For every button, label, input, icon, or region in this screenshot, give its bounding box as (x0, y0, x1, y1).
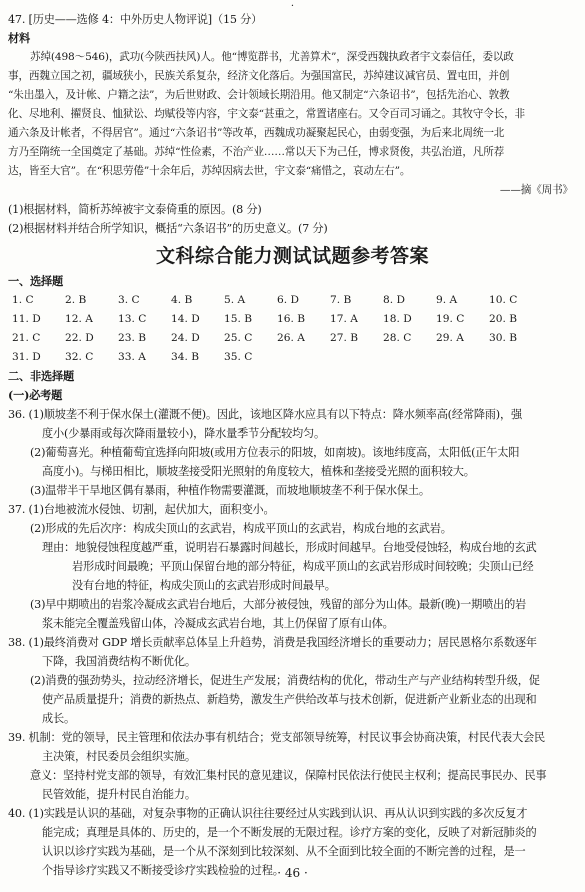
answer-line: 40. (1)实践是认识的基础，对复杂事物的正确认识往往要经过从实践到认识、再从认识到实践的多次反复才 (8, 807, 528, 820)
choice-answer: 4. B (171, 294, 193, 306)
choice-answer: 13. C (118, 313, 147, 325)
material-line: 达，皆至大官”。在“积思劳倦”十余年后，苏绰因病去世，宇文泰“痛惜之，哀动左右”。 (8, 165, 411, 177)
question-47-title: 47. [历史——选修 4：中外历史人物评说]（15 分） (8, 13, 263, 26)
choice-answer: 24. D (171, 332, 200, 344)
answer-line: 能完成；真理是具体的、历史的，是一个不断发展的无限过程。诊疗方案的变化，反映了对新冠肺炎的 (42, 826, 537, 839)
choice-answer: 29. A (436, 332, 464, 344)
choice-answer: 27. B (330, 332, 358, 344)
answer-line: 浆未能完全覆盖残留山体，冷凝成玄武岩台地，其上仍保留了原有山体。 (42, 617, 394, 630)
section-2-subheading: (一)必考题 (8, 388, 63, 402)
choice-answer: 20. B (489, 313, 517, 325)
choice-answer: 15. B (224, 313, 252, 325)
material-line: 通六条及计帐者，不得居官”。通过“六条诏书”等改革，西魏成功凝聚起民心，由弱变强，为后来北周统一北 (8, 127, 505, 139)
answer-line: 38. (1)最终消费对 GDP 增长贡献率总体呈上升趋势，消费是我国经济增长的重要动力；居民恩格尔系数逐年 (8, 636, 537, 649)
choice-answer: 23. B (118, 332, 146, 344)
choice-answer: 18. D (383, 313, 412, 325)
answer-line: 使产品质量提升；消费的新热点、新趋势，激发生产供给改革与技术创新，促进新产业新业态的出现和 (42, 693, 537, 706)
choice-answer: 32. C (65, 351, 94, 363)
choice-answer: 30. B (489, 332, 517, 344)
answer-line: 意义：坚持村党支部的领导，有效汇集村民的意见建议，保障村民依法行使民主权利；提高民事民办、民事 (30, 769, 547, 782)
choice-answer: 21. C (12, 332, 41, 344)
choice-answer: 10. C (489, 294, 518, 306)
section-1-heading: 一、选择题 (8, 274, 63, 288)
choice-answer: 1. C (12, 294, 34, 306)
answer-line: (3)早中期喷出的岩浆冷凝成玄武岩台地后，大部分被侵蚀，残留的部分为山体。最新(晚)一期喷出的岩 (30, 598, 527, 611)
answer-line: (2)形成的先后次序：构成尖顶山的玄武岩，构成平顶山的玄武岩，构成台地的玄武岩。 (30, 522, 452, 535)
choice-answer: 35. C (224, 351, 253, 363)
choice-answer: 33. A (118, 351, 146, 363)
answer-line: 理由：地貌侵蚀程度越严重，说明岩石暴露时间越长，形成时间越早。台地受侵蚀轻，构成台地的玄武 (42, 541, 537, 554)
answer-line: 成长。 (42, 712, 75, 725)
material-line: 化、尽地利、擢贤良、恤狱讼、均赋役等内容，宇文泰“甚重之，常置诸座右。又令百司习诵之。其牧守令长，非 (8, 108, 526, 120)
choice-answer: 3. C (118, 294, 140, 306)
answers-title: 文科综合能力测试试题参考答案 (155, 245, 429, 267)
answer-line: 民管效能，提升村民自治能力。 (42, 788, 196, 801)
answer-line: (3)温带半干旱地区偶有暴雨，种植作物需要灌溉，而坡地顺坡垄不利于保水保土。 (30, 484, 430, 497)
choice-answer: 12. A (65, 313, 93, 325)
answer-line: (2)消费的强劲势头，拉动经济增长，促进生产发展；消费结构的优化，带动生产与产业结构转型升级，促 (30, 674, 540, 687)
answer-line: 39. 机制：党的领导，民主管理和依法办事有机结合；党支部领导统筹，村民议事会协商决策，村民代表大会民 (8, 731, 545, 744)
answer-line: 没有台地的特征，构成尖顶山的玄武岩形成时间最早。 (72, 579, 336, 592)
choice-answer: 5. A (224, 294, 246, 306)
multiple-choice-answers (8, 291, 577, 367)
choice-answer: 19. C (436, 313, 465, 325)
material-text (8, 48, 577, 181)
answer-line: 度小(少暴雨或每次降雨量较小)，降水量季节分配较均匀。 (42, 427, 326, 440)
choice-answer: 2. B (65, 294, 87, 306)
material-source: ——摘《周书》 (499, 184, 573, 196)
choice-answer: 7. B (330, 294, 352, 306)
top-mark: · (290, 1, 295, 12)
page-content (8, 2, 577, 880)
material-line: 苏绰(498～546)，武功(今陕西扶风)人。他“博览群书，尤善算术”，深受西魏执政者宇文泰信任，委以政 (30, 51, 514, 63)
page-number: · 46 · (277, 866, 308, 880)
answer-line: 37. (1)台地被流水侵蚀、切割，起伏加大，面积变小。 (8, 503, 275, 516)
choice-answer: 16. B (277, 313, 305, 325)
choice-answer: 28. C (383, 332, 412, 344)
question-47-part-1: (1)根据材料，简析苏绰被宇文泰倚重的原因。(8 分) (8, 203, 262, 216)
question-47-part-2: (2)根据材料并结合所学知识，概括“六条诏书”的历史意义。(7 分) (8, 222, 328, 235)
choice-answer: 34. B (171, 351, 199, 363)
answer-line: 36. (1)顺坡垄不利于保水保土(灌溉不便)。因此，该地区降水应具有以下特点：降水频率高(经常降雨)，强 (8, 408, 522, 421)
answer-line: 个指导诊疗实践又不断接受诊疗实践检验的过程。 (42, 864, 284, 877)
material-line: 事，西魏立国之初，疆域狭小，民族关系复杂，经济文化落后。为强国富民，苏绰建议减官员、置屯田，并创 (8, 70, 510, 82)
answer-line: 认识以诊疗实践为基础，是一个从不深刻到比较深刻、从不全面到比较全面的不断完善的过程，是一 (42, 845, 526, 858)
material-line: 方乃至隋统一全国奠定了基础。苏绰“性俭素，不治产业……常以天下为己任，博求贤俊，共弘治道，凡所荐 (8, 146, 505, 158)
material-line: “朱出墨入，及计帐、户籍之法”，为后世财政、会计领域长期沿用。他又制定“六条诏书”，包括先治心、敦教 (8, 89, 510, 101)
choice-answer: 9. A (436, 294, 458, 306)
answer-line: 主决策，村民委员会组织实施。 (42, 750, 196, 763)
choice-answer: 25. C (224, 332, 253, 344)
answer-line: 下降，我国消费结构不断优化。 (42, 655, 196, 668)
section-2-heading: 二、非选择题 (8, 369, 74, 383)
choice-answer: 26. A (277, 332, 305, 344)
choice-answer: 8. D (383, 294, 405, 306)
answer-line: (2)葡萄喜光。种植葡萄宜选择向阳坡(或用方位表示的阳坡，如南坡)。该地纬度高，太阳低(正午太阳 (30, 446, 520, 459)
choice-answer: 22. D (65, 332, 94, 344)
choice-answer: 14. D (171, 313, 200, 325)
choice-answer: 6. D (277, 294, 299, 306)
choice-answer: 11. D (12, 313, 41, 325)
answer-line: 岩形成时间最晚；平顶山保留台地的部分特征，构成平顶山的玄武岩形成时间较晚；尖顶山已经 (72, 560, 534, 573)
answer-line: 高度小)。与梯田相比，顺坡垄接受阳光照射的角度较大，植株和垄接受光照的面积较大。 (42, 465, 475, 478)
material-label: 材料 (8, 31, 30, 45)
choice-answer: 17. A (330, 313, 358, 325)
choice-answer: 31. D (12, 351, 41, 363)
answer-lines (8, 405, 577, 880)
